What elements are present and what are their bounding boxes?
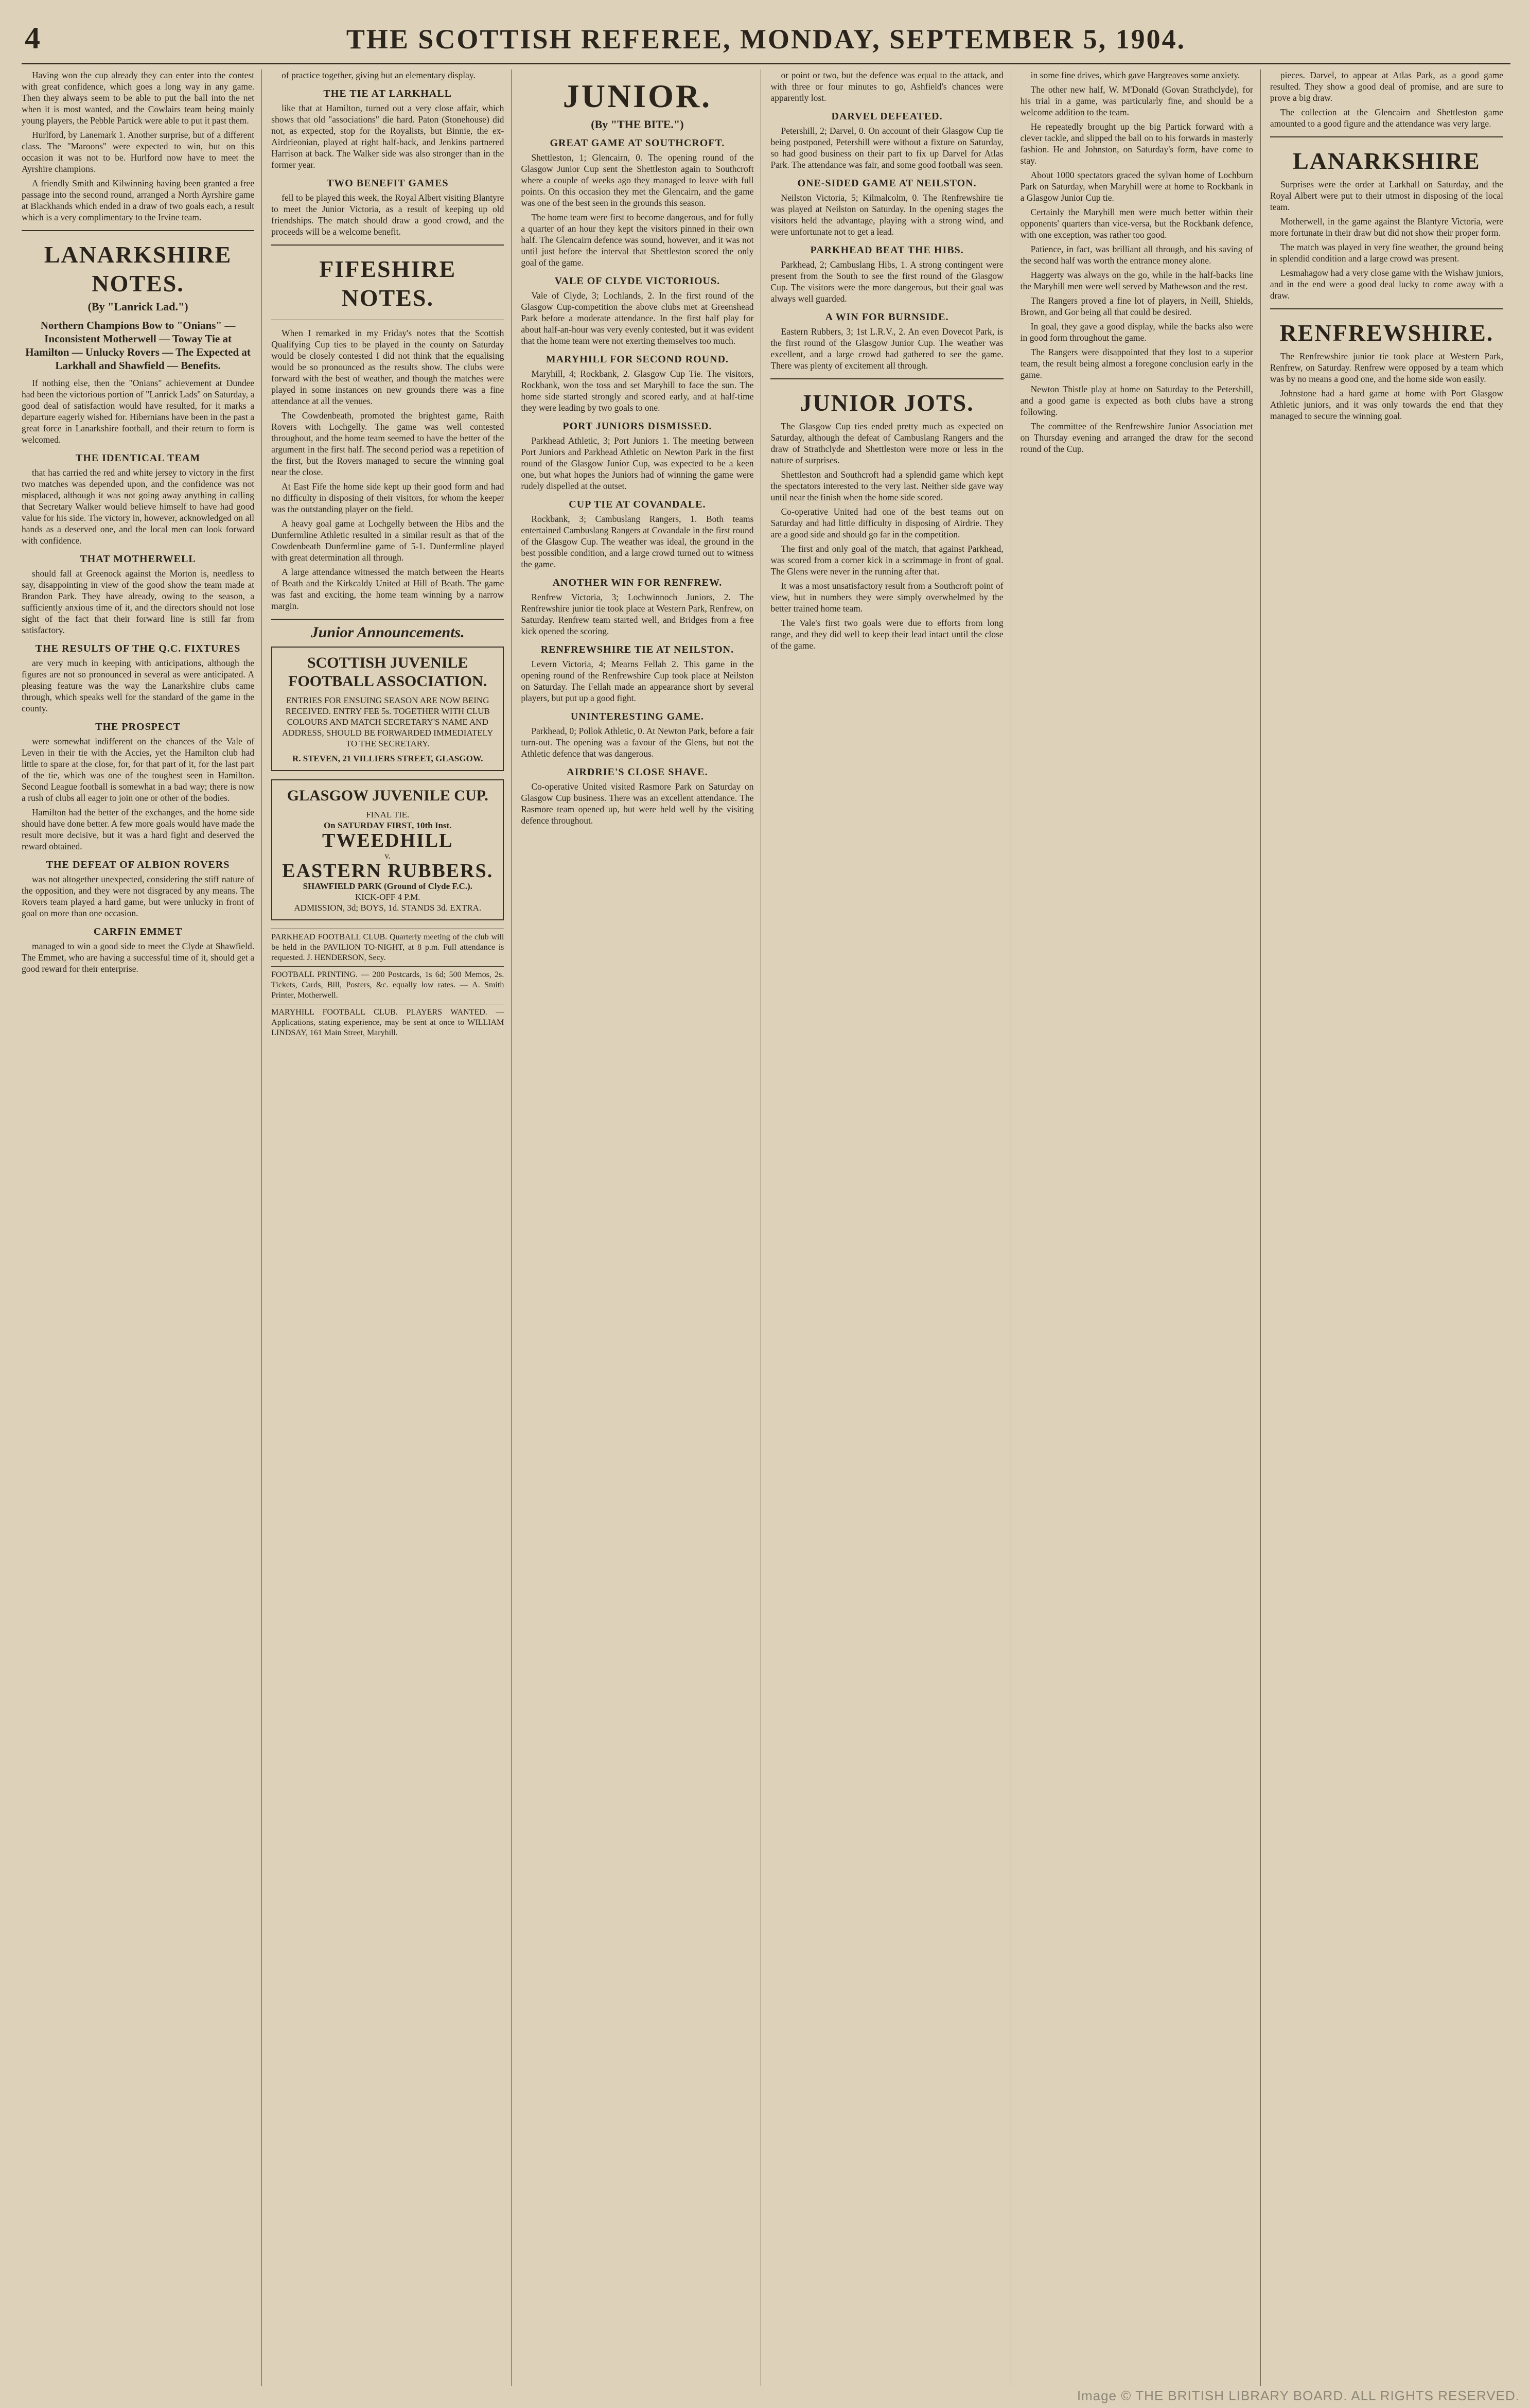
article-paragraph: About 1000 spectators graced the sylvan home of Lochburn Park on Saturday, when Maryhill were at home to Rockbank in a Glasgow Junior Cup tie. [1020, 170, 1253, 203]
image-credit: Image © THE BRITISH LIBRARY BOARD. ALL RIGHTS RESERVED. [1077, 2388, 1520, 2403]
article-paragraph: In goal, they gave a good display, while the backs also were in good form throughout the game. [1020, 321, 1253, 343]
article-paragraph: The Vale's first two goals were due to efforts from long range, and they did well to keep their lead intact until the close of the game. [770, 618, 1004, 651]
article-paragraph: The Glasgow Cup ties ended pretty much as expected on Saturday, although the defeat of Cambuslang Rangers and the draw of Strathclyde and Shettleston were more or less in the nature of surprises. [770, 421, 1004, 465]
article-paragraph: The Cowdenbeath, promoted the brightest game, Raith Rovers with Lochgelly. The game was well contested throughout, and the home team seemed to have the better of the argument in the first half. The second period was a repetition of the first, but the Rovers managed to secure the winning goal near the close. [271, 410, 504, 477]
article-paragraph: Parkhead, 0; Pollok Athletic, 0. At Newton Park, before a fair turn-out. The opening was a favour of the Glens, but not the Athletic defence that was dangerous. [521, 726, 754, 759]
article-paragraph: managed to win a good side to meet the Clyde at Shawfield. The Emmet, who are having a successful time of it, should get a good reward for their enterprise. [22, 941, 255, 974]
divider [770, 378, 1003, 379]
subheading: PORT JUNIORS DISMISSED. [562, 421, 712, 432]
divider [271, 245, 504, 246]
article-paragraph: Haggerty was always on the go, while in the half-backs line the Maryhill men were well served by Mathewson and the rest. [1020, 270, 1253, 291]
article-paragraph: Neilston Victoria, 5; Kilmalcolm, 0. The Renfrewshire tie was played at Neilston on Saturday. In the opening stages the visitors held the advantage, playing with a strong wind, and were unfortunate not to get a lead. [770, 193, 1004, 237]
subheading: MARYHILL FOR SECOND ROUND. [546, 354, 729, 365]
section-title-renfrewshire: RENFREWSHIRE. [1279, 320, 1494, 346]
article-paragraph: in some fine drives, which gave Hargreaves some anxiety. [1030, 70, 1240, 80]
article-paragraph: should fall at Greenock against the Morton is, needless to say, disappointing in view of the good show the team made at Brandon Park. They have already, owing to the season, a sufficiently anxious time of it, and the directors should not lose sight of the fact that their forward line is still far from satisfactory. [22, 568, 255, 635]
article-paragraph: Petershill, 2; Darvel, 0. On account of their Glasgow Cup tie being postponed, Petershill were without a fixture on Saturday, so had good business on their part to fix up Darvel for Atlas Park. The attendance was fair, and some good football was seen. [770, 126, 1004, 170]
divider [1270, 308, 1503, 309]
ad-scottish-juvenile [271, 647, 504, 771]
ad-line: FINAL TIE. [366, 810, 410, 819]
section-title-junior-jots: JUNIOR JOTS. [800, 390, 974, 416]
ad-line: On SATURDAY FIRST, 10th Inst. [324, 821, 452, 830]
article-paragraph: The collection at the Glencairn and Shettleston game amounted to a good figure and the attendance was very large. [1270, 107, 1503, 129]
column-1 [22, 69, 262, 2386]
masthead [22, 21, 1510, 64]
article-paragraph: or point or two, but the defence was equal to the attack, and with three or four minutes to go, Ashfield's chances were apparently lost. [770, 70, 1004, 103]
classified-ad: FOOTBALL PRINTING. — 200 Postcards, 1s 6d; 500 Memos, 2s. Tickets, Cards, Bill, Posters, &c. equally low rates. — A. Smith Printer, Motherwell. [271, 966, 504, 1001]
column-6 [1270, 69, 1510, 2386]
column-2 [271, 69, 512, 2386]
page-number: 4 [25, 21, 40, 55]
article-paragraph: The match was played in very fine weather, the ground being in splendid condition and a large crowd was present. [1270, 242, 1503, 264]
subheading: GREAT GAME AT SOUTHCROFT. [550, 137, 725, 149]
article-paragraph: Rockbank, 3; Cambuslang Rangers, 1. Both teams entertained Cambuslang Rangers at Covandale in the first round of the Glasgow Cup. The weather was ideal, the ground in the best possible condition, and a large crowd turned out to witness the game. [521, 514, 754, 569]
article-paragraph: Lesmahagow had a very close game with the Wishaw juniors, and in the end were a good deal lucky to come away with a draw. [1270, 268, 1503, 301]
subheading: AIRDRIE'S CLOSE SHAVE. [567, 766, 708, 778]
article-paragraph: was not altogether unexpected, considering the stiff nature of the opposition, and they were not disgraced by any means. The Rovers team played a hard game, but were unlucky in front of goal on more than one occasion. [22, 874, 255, 918]
article-paragraph: Having won the cup already they can enter into the contest with great confidence, which goes a long way in any game. Then they always seem to be able to put the ball into the net when it is most wanted, and the Cowlairs team being mainly young players, the Pebble Partick were able to put it past them. [22, 70, 255, 126]
article-paragraph: A heavy goal game at Lochgelly between the Hibs and the Dunfermline Athletic resulted in a similar result as that of the Cowdenbeath Dunfermline game of 5-1. Dunfermline played with great determination all through. [271, 518, 504, 563]
article-paragraph: Hamilton had the better of the exchanges, and the home side should have done better. A few more goals would have made the result more decisive, but it was a hard fight and deserved the reward obtained. [22, 807, 255, 851]
byline: (By "Lanrick Lad.") [87, 300, 188, 313]
article-paragraph: At East Fife the home side kept up their good form and had no difficulty in disposing of their visitors, for whom the keeper was the outstanding player on the field. [271, 481, 504, 514]
article-paragraph: Co-operative United visited Rasmore Park on Saturday on Glasgow Cup business. There was an excellent attendance. The Rasmore team opened up, but were held well by the visiting defence throughout. [521, 781, 754, 826]
columns [22, 69, 1510, 2386]
subheading: DARVEL DEFEATED. [831, 111, 943, 122]
subheading: THE TIE AT LARKHALL [323, 88, 452, 99]
ad-team: TWEEDHILL [322, 830, 453, 851]
paper-title: THE SCOTTISH REFEREE, MONDAY, SEPTEMBER 5, 1904. [346, 24, 1186, 55]
article-paragraph: It was a most unsatisfactory result from a Southcroft point of view, but in numbers they were simply overwhelmed by the better trained home team. [770, 581, 1004, 614]
subheading: ANOTHER WIN FOR RENFREW. [552, 577, 723, 588]
article-paragraph: Levern Victoria, 4; Mearns Fellah 2. This game in the opening round of the Renfrewshire Cup took place at Neilston on Saturday. The Fellah made an appearance short by several players, but put up a good fight. [521, 659, 754, 703]
article-paragraph: Surprises were the order at Larkhall on Saturday, and the Royal Albert were put to their utmost in disposing of the local team. [1270, 179, 1503, 212]
article-paragraph: that has carried the red and white jersey to victory in the first two matches was depended upon, and the confidence was not misplaced, although it was not going away anything in calling that Secretary Walker would believe himself to have had good value for his side. The victory in, however, acknowledged on all hands as a deserved one, and the local men can look forward with confidence. [22, 467, 255, 546]
divider [22, 230, 254, 231]
subheading: THE PROSPECT [95, 721, 181, 732]
ad-venue: SHAWFIELD PARK (Ground of Clyde F.C.). [303, 881, 472, 891]
article-paragraph: of practice together, giving but an elementary display. [282, 70, 476, 80]
article-paragraph: A large attendance witnessed the match between the Hearts of Beath and the Kirkcaldy United at Hill of Beath. The game was fast and exciting, the home team winning by a narrow margin. [271, 567, 504, 611]
subheading: THAT MOTHERWELL [80, 553, 196, 565]
article-paragraph: If nothing else, then the "Onians" achievement at Dundee had been the victorious portion of "Lanrick Lads" on Saturday, a good deal of satisfaction would have resulted, for it marks a departure eagerly wished for. Hibernians have been in the past a great force in Lanarkshire football, and their return to form is welcomed. [22, 378, 255, 445]
ad-versus: v. [384, 851, 391, 861]
article-paragraph: Motherwell, in the game against the Blantyre Victoria, were more fortunate in their draw but did not show their proper form. [1270, 216, 1503, 238]
section-title-lanarkshire: LANARKSHIRE [1293, 148, 1481, 174]
article-paragraph: A friendly Smith and Kilwinning having been granted a free passage into the second round, arranged a North Ayrshire game at Blackhands which ended in a draw of two goals each, a result which is a very complimentary to the Irvine team. [22, 178, 255, 222]
article-paragraph: were somewhat indifferent on the chances of the Vale of Leven in their tie with the Accies, yet the Hamilton club had little to spare at the close, for, for that part of it, for the last part of the tie, which was one of the toughest seen in Hamilton. Second League football is somewhat in a bad way; there is now a rush of clubs all eager to join one or other of the bodies. [22, 736, 255, 803]
article-paragraph: The Rangers proved a fine lot of players, in Neill, Shields, Brown, and Gor being all that could be desired. [1020, 295, 1253, 317]
article-paragraph: Eastern Rubbers, 3; 1st L.R.V., 2. An even Dovecot Park, is the first round of the Glasgow Junior Cup. The weather was excellent, and a large crowd had gathered to see the game. There was plenty of excitement all through. [770, 326, 1004, 371]
section-title-fifeshire-notes: FIFESHIRE NOTES. [319, 256, 456, 311]
article-paragraph: The first and only goal of the match, that against Parkhead, was scored from a corner kick in a scrimmage in front of goal. The Glens were never in the running after that. [770, 544, 1004, 577]
article-paragraph: Shettleston and Southcroft had a splendid game which kept the spectators interested to the very last. Neither side gave way until near the finish when the home side scored. [770, 469, 1004, 502]
ad-glasgow-juvenile-cup [271, 779, 504, 920]
ad-signature: R. STEVEN, 21 VILLIERS STREET, GLASGOW. [292, 754, 483, 763]
section-title-junior: JUNIOR. [562, 78, 712, 114]
article-paragraph: Parkhead, 2; Cambuslang Hibs, 1. A strong contingent were present from the South to see the first round of the Glasgow Cup. The visitors were the more dangerous, but their goal was always well guarded. [770, 259, 1004, 304]
subheading: THE RESULTS OF THE Q.C. FIXTURES [35, 643, 241, 654]
article-paragraph: The Rangers were disappointed that they lost to a superior team, the result being almost a foregone conclusion early in the game. [1020, 347, 1253, 380]
article-paragraph: The Renfrewshire junior tie took place at Western Park, Renfrew, on Saturday. Renfrew were opposed by a team which was by no means a good one, and the home side won easily. [1270, 351, 1503, 384]
divider [271, 619, 504, 620]
article-paragraph: Patience, in fact, was brilliant all through, and his saving of the second half was worth the entrance money alone. [1020, 244, 1253, 266]
article-paragraph: He repeatedly brought up the big Partick forward with a clever tackle, and slipped the ball on to his forwards in masterly fashion. He and Johnston, on Saturday's form, have come to stay. [1020, 121, 1253, 166]
column-5 [1021, 69, 1261, 2386]
article-deck: Northern Champions Bow to "Onians" — Inconsistent Motherwell — Toway Tie at Hamilton — Unlucky Rovers — The Expected at Larkhall and Shawfield — Benefits. [25, 319, 251, 372]
subheading: THE IDENTICAL TEAM [76, 452, 201, 464]
divider [1270, 136, 1503, 137]
section-title-lanarkshire-notes: LANARKSHIRE NOTES. [44, 241, 232, 296]
subheading: CUP TIE AT COVANDALE. [569, 499, 706, 510]
article-paragraph: Johnstone had a hard game at home with Port Glasgow Athletic juniors, and it was only towards the end that they managed to secure the winning goal. [1270, 388, 1503, 421]
ad-kickoff: KICK-OFF 4 P.M. [355, 892, 420, 902]
ad-team: EASTERN RUBBERS. [282, 860, 494, 882]
article-paragraph: Certainly the Maryhill men were much better within their opponents' quarters than vice-versa, but the Rockbank defence, with one exception, was rather too good. [1020, 207, 1253, 240]
subheading: UNINTERESTING GAME. [570, 711, 704, 722]
subheading: TWO BENEFIT GAMES [326, 178, 449, 189]
classified-ad: PARKHEAD FOOTBALL CLUB. Quarterly meeting of the club will be held in the PAVILION TO-NIGHT, at 8 p.m. Full attendance is requested. J. HENDERSON, Secy. [271, 929, 504, 963]
ad-title: SCOTTISH JUVENILE FOOTBALL ASSOCIATION. [288, 654, 487, 690]
subheading: PARKHEAD BEAT THE HIBS. [810, 245, 964, 256]
article-paragraph: The other new half, W. M'Donald (Govan Strathclyde), for his trial in a game, was particularly fine, and should be a welcome addition to the team. [1020, 84, 1253, 117]
article-paragraph: Maryhill, 4; Rockbank, 2. Glasgow Cup Tie. The visitors, Rockbank, won the toss and set Maryhill to face the sun. The home side started strongly and scored early, and at half-time they were leading by two goals to one. [521, 369, 754, 413]
column-3 [521, 69, 761, 2386]
article-paragraph: fell to be played this week, the Royal Albert visiting Blantyre to meet the Junior Victoria, as a result of keeping up old friendships. The match should draw a good crowd, and the proceeds will be a welcome benefit. [271, 193, 504, 237]
article-paragraph: pieces. Darvel, to appear at Atlas Park, as a good game resulted. They show a good deal of promise, and are sure to prove a big draw. [1270, 70, 1503, 103]
article-paragraph: Co-operative United had one of the best teams out on Saturday and had little difficulty in disposing of Airdrie. They are a good side and should go far in the competition. [770, 507, 1004, 539]
article-paragraph: Vale of Clyde, 3; Lochlands, 2. In the first round of the Glasgow Cup-competition the above clubs met at Greenshead Park before a moderate attendance. In the first half play for about half-an-hour was very evenly contested, but it was evident that the home team were not exerting themselves too much. [521, 290, 754, 346]
column-4 [770, 69, 1011, 2386]
article-paragraph: Parkhead Athletic, 3; Port Juniors 1. The meeting between Port Juniors and Parkhead Athletic on Newton Park in the first round of the Glasgow Junior Cup, was expected to be a keen one, but what hopes the Juniors had of winning the game were rudely dispelled at the outset. [521, 435, 754, 491]
subheading: THE DEFEAT OF ALBION ROVERS [46, 859, 230, 870]
article-paragraph: The committee of the Renfrewshire Junior Association met on Thursday evening and arranged the draw for the second round of the Cup. [1020, 421, 1253, 454]
classified-ad: MARYHILL FOOTBALL CLUB. PLAYERS WANTED. — Applications, stating experience, may be sent at once to WILLIAM LINDSAY, 161 Main Street, Maryhill. [271, 1004, 504, 1038]
article-paragraph: The home team were first to become dangerous, and for fully a quarter of an hour they kept the visitors pinned in their own half. The Glencairn defence was sound, however, and it was not until just before the interval that Shettleston scored the only goal of the game. [521, 212, 754, 268]
byline: (By "THE BITE.") [591, 118, 684, 131]
article-paragraph: Newton Thistle play at home on Saturday to the Petershill, and a good game is expected as both clubs have a strong following. [1020, 384, 1253, 417]
ad-body: ENTRIES FOR ENSUING SEASON ARE NOW BEING RECEIVED. ENTRY FEE 5s. TOGETHER WITH CLUB COLOURS AND MATCH SECRETARY'S NAME AND ADDRESS, SHOULD BE FORWARDED IMMEDIATELY TO THE SECRETARY. [282, 695, 494, 748]
ad-admission: ADMISSION, 3d; BOYS, 1d. STANDS 3d. EXTRA. [294, 903, 482, 913]
article-paragraph: Shettleston, 1; Glencairn, 0. The opening round of the Glasgow Junior Cup sent the Shettleston again to Southcroft where a couple of weeks ago they managed to leave with full points. On this occasion they met the Glencairn, and the game was one of the best seen in the grounds this season. [521, 152, 754, 208]
article-paragraph: Hurlford, by Lanemark 1. Another surprise, but of a different class. The "Maroons" were expected to win, but on this occasion it was not to be. Hurlford now have to meet the Ayrshire champions. [22, 130, 255, 174]
article-paragraph: like that at Hamilton, turned out a very close affair, which shows that old "associations" die hard. Paton (Stonehouse) did not, as expected, stop for the Royalists, but Binnie, the ex-Airdrieonian, played at right half-back, and Jenkins partnered Harrison at back. The Walker side was also stronger than in the former year. [271, 103, 504, 170]
subheading: VALE OF CLYDE VICTORIOUS. [554, 275, 720, 287]
subheading: A WIN FOR BURNSIDE. [825, 311, 949, 323]
subheading: ONE-SIDED GAME AT NEILSTON. [797, 178, 977, 189]
article-paragraph: When I remarked in my Friday's notes that the Scottish Qualifying Cup ties to be played in the county on Saturday would be closely contested I did not think that the equalising would be so pronounced as the results show. The clubs were forward with the best of weather, and though the matches were played in some instances on new grounds there was a fine attendance at all the venues. [271, 328, 504, 406]
ad-title: GLASGOW JUVENILE CUP. [287, 787, 488, 804]
subheading: CARFIN EMMET [93, 926, 183, 937]
junior-announcements-heading: Junior Announcements. [310, 624, 465, 641]
article-paragraph: are very much in keeping with anticipations, although the figures are not so pronounced in several as were anticipated. A pleasing feature was the way the Lanarkshire clubs came through, which speaks well for the standard of the game in the county. [22, 658, 255, 713]
article-paragraph: Renfrew Victoria, 3; Lochwinnoch Juniors, 2. The Renfrewshire junior tie took place at Western Park, Renfrew, on Saturday. Renfrew team started well, and Bridges from a free kick opened the scoring. [521, 592, 754, 636]
subheading: RENFREWSHIRE TIE AT NEILSTON. [540, 644, 734, 655]
